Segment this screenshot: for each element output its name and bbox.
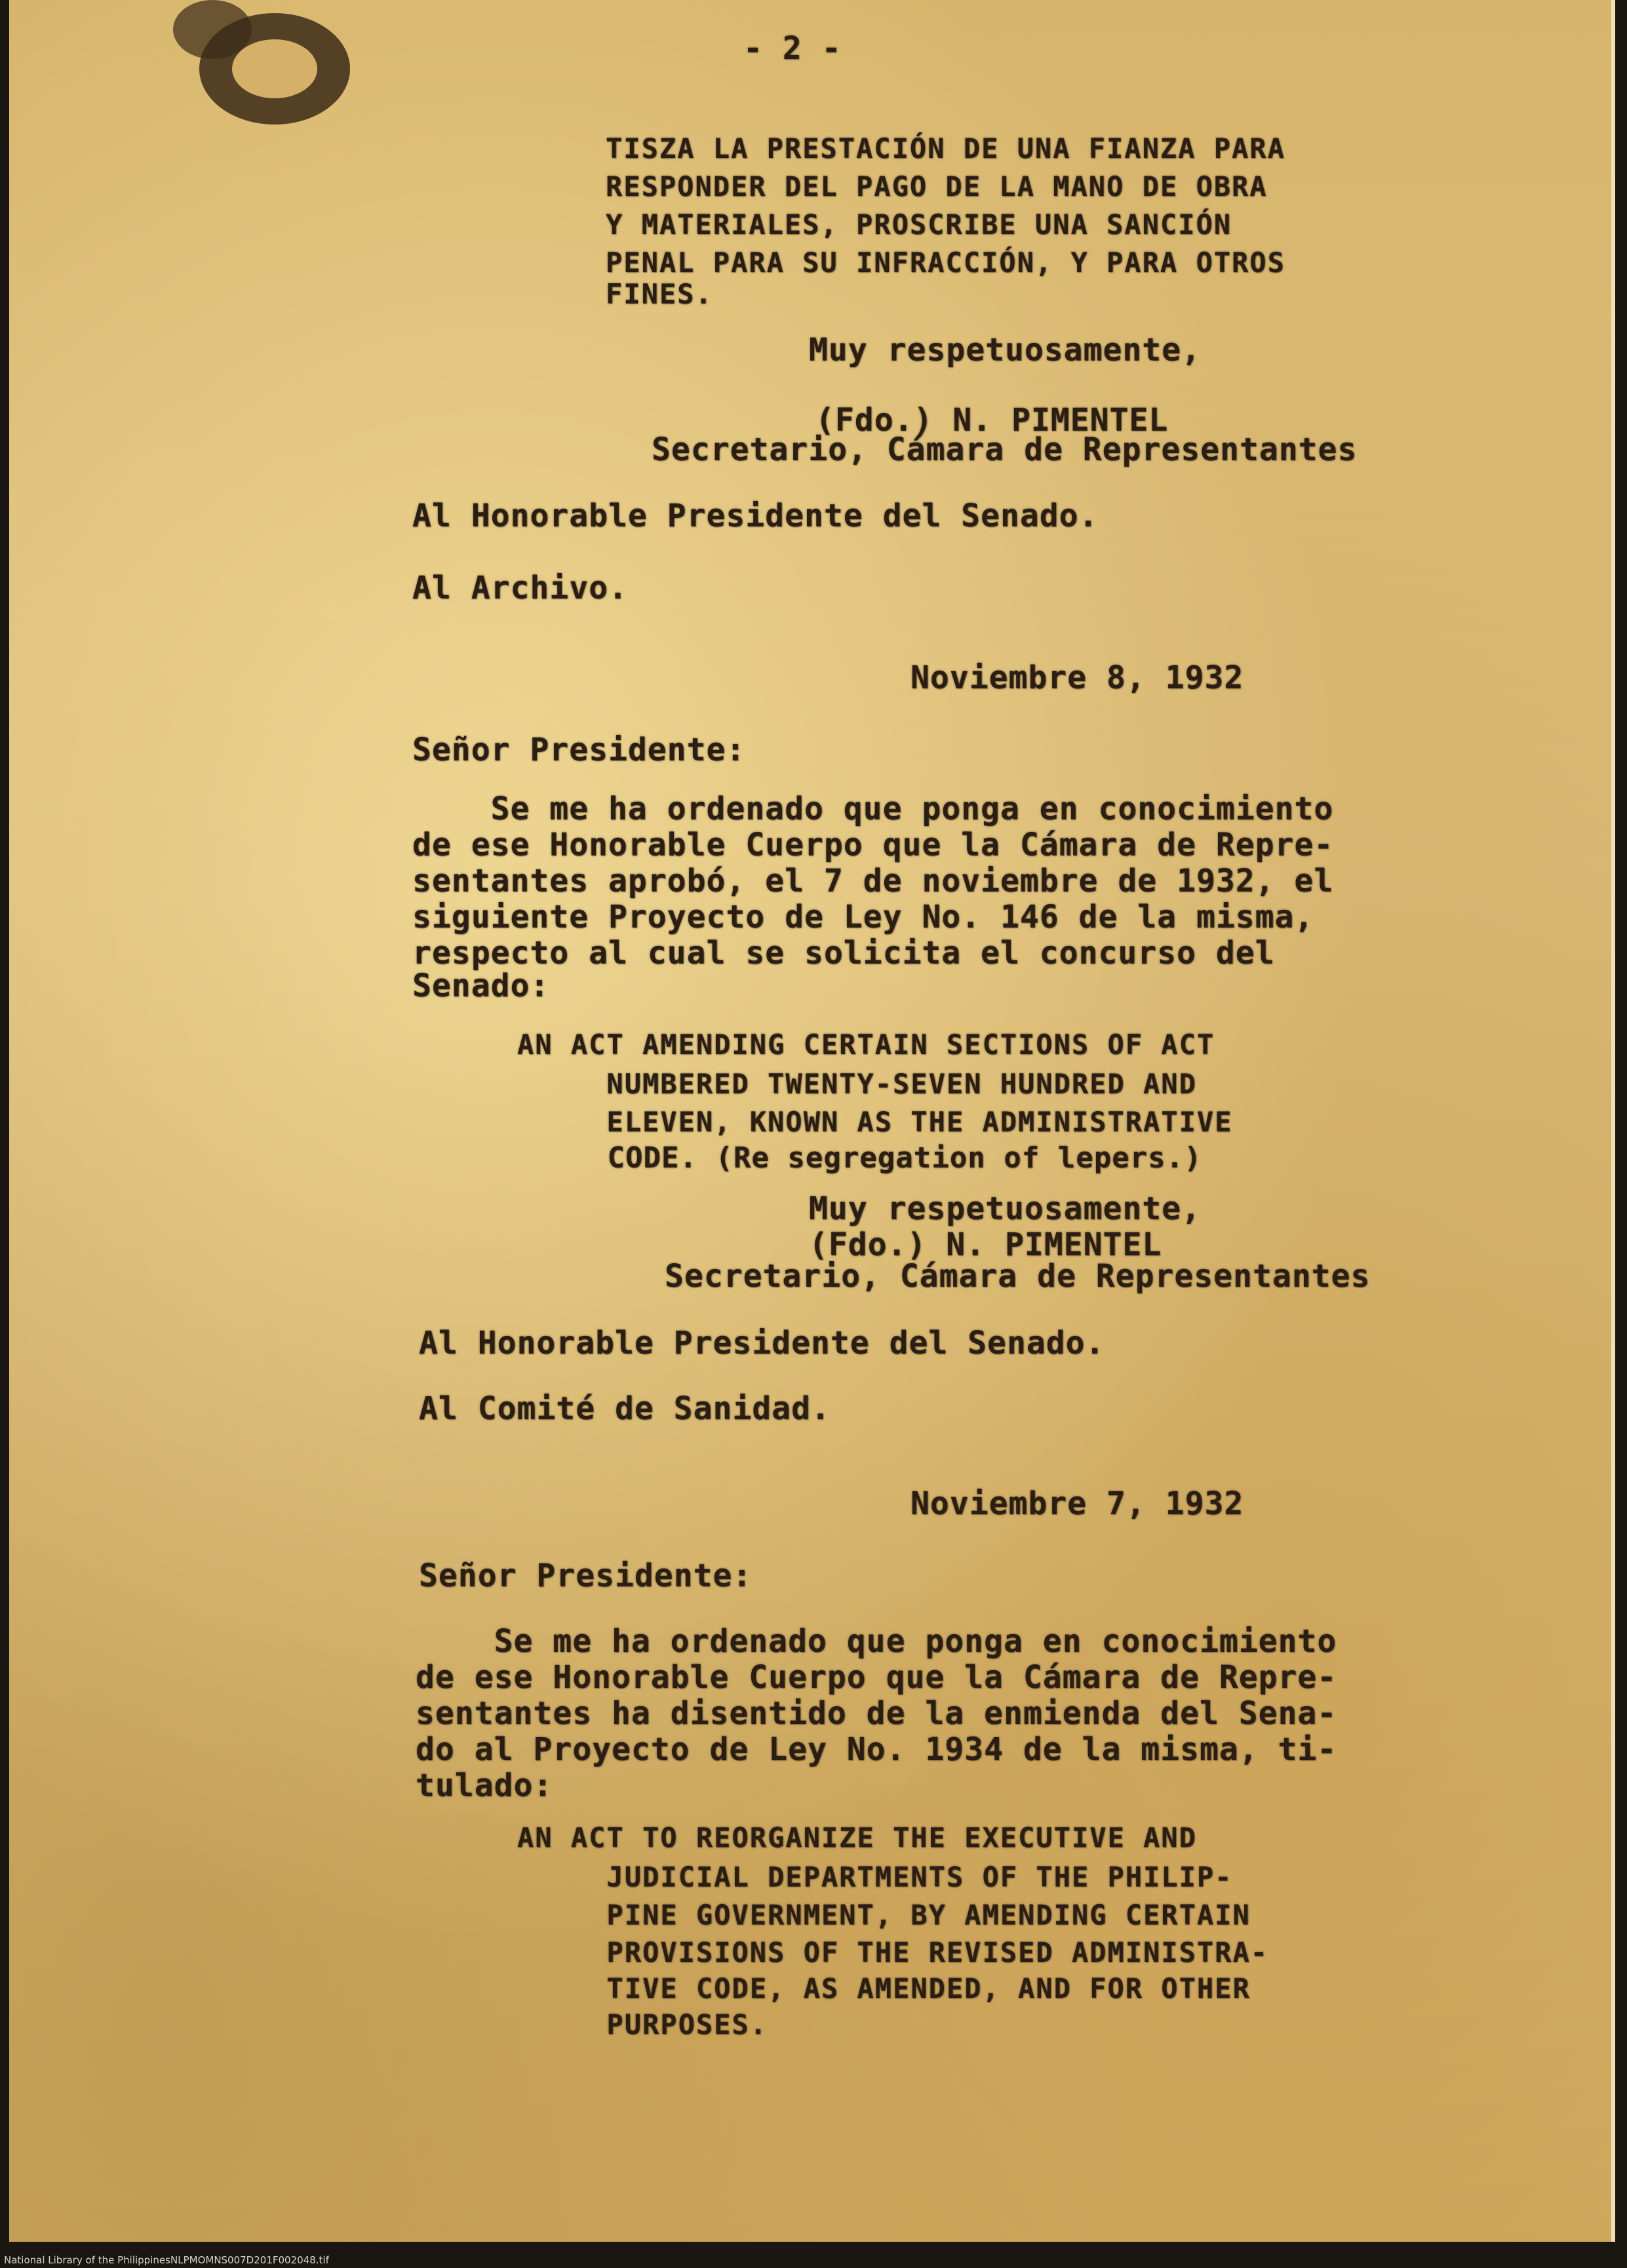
signature: (Fdo.) N. PIMENTEL xyxy=(809,1226,1162,1263)
title-line: TISZA LA PRESTACIÓN DE UNA FIANZA PARA xyxy=(606,132,1285,165)
body-line: do al Proyecto de Ley No. 1934 de la misma, ti- xyxy=(416,1731,1337,1768)
body-line: de ese Honorable Cuerpo que la Cámara de Repre- xyxy=(412,827,1334,863)
library-credit: National Library of the Philippines xyxy=(4,2254,170,2266)
act-line: AN ACT AMENDING CERTAIN SECTIONS OF ACT xyxy=(517,1028,1215,1061)
signature: (Fdo.) N. PIMENTEL xyxy=(815,402,1169,439)
document-page xyxy=(9,0,1615,2242)
body-line: siguiente Proyecto de Ley No. 146 de la misma, xyxy=(412,899,1314,935)
salutation: Señor Presidente: xyxy=(419,1557,753,1594)
page-number: - 2 - xyxy=(743,30,842,67)
body-line: tulado: xyxy=(416,1767,553,1804)
body-line: respecto al cual se solicita el concurso del xyxy=(412,935,1275,971)
act-line: JUDICIAL DEPARTMENTS OF THE PHILIP- xyxy=(517,1861,1233,1893)
title-line: Y MATERIALES, PROSCRIBE UNA SANCIÓN xyxy=(606,208,1232,241)
signer-title: Secretario, Cámara de Representantes xyxy=(665,1258,1371,1295)
act-line: TIVE CODE, AS AMENDED, AND FOR OTHER xyxy=(517,1972,1251,2004)
title-line: RESPONDER DEL PAGO DE LA MANO DE OBRA xyxy=(606,170,1268,203)
act-line: PROVISIONS OF THE REVISED ADMINISTRA- xyxy=(517,1936,1269,1968)
addressee: Al Honorable Presidente del Senado. xyxy=(419,1325,1105,1361)
body-line: sentantes aprobó, el 7 de noviembre de 1932, el xyxy=(412,863,1334,899)
closing: Muy respetuosamente, xyxy=(809,332,1201,368)
act-line: ELEVEN, KNOWN AS THE ADMINISTRATIVE xyxy=(517,1106,1233,1138)
letter-date: Noviembre 7, 1932 xyxy=(911,1485,1244,1522)
body-line: Se me ha ordenado que ponga en conocimiento xyxy=(416,1623,1337,1660)
act-line: PINE GOVERNMENT, BY AMENDING CERTAIN xyxy=(517,1899,1251,1931)
referral: Al Archivo. xyxy=(412,570,628,606)
act-line: NUMBERED TWENTY-SEVEN HUNDRED AND xyxy=(517,1068,1197,1100)
body-line: de ese Honorable Cuerpo que la Cámara de Repre- xyxy=(416,1659,1337,1696)
letter-date: Noviembre 8, 1932 xyxy=(911,659,1244,696)
body-line: sentantes ha disentido de la enmienda del Sena- xyxy=(416,1695,1337,1732)
referral: Al Comité de Sanidad. xyxy=(419,1390,831,1427)
act-line: CODE. (Re segregation of lepers.) xyxy=(517,1141,1202,1175)
title-line: FINES. xyxy=(606,278,713,310)
addressee: Al Honorable Presidente del Senado. xyxy=(412,498,1099,534)
act-line: PURPOSES. xyxy=(517,2008,768,2041)
title-line: PENAL PARA SU INFRACCIÓN, Y PARA OTROS xyxy=(606,246,1285,279)
file-id: NLPMOMNS007D201F002048.tif xyxy=(170,2254,329,2266)
salutation: Señor Presidente: xyxy=(412,732,746,768)
scan-footer xyxy=(0,2252,1627,2268)
closing: Muy respetuosamente, xyxy=(809,1190,1201,1227)
body-line: Senado: xyxy=(412,968,550,1004)
burn-mark xyxy=(173,0,370,151)
signer-title: Secretario, Cámara de Representantes xyxy=(652,431,1358,468)
act-line: AN ACT TO REORGANIZE THE EXECUTIVE AND xyxy=(517,1822,1197,1854)
body-line: Se me ha ordenado que ponga en conocimiento xyxy=(412,791,1334,827)
